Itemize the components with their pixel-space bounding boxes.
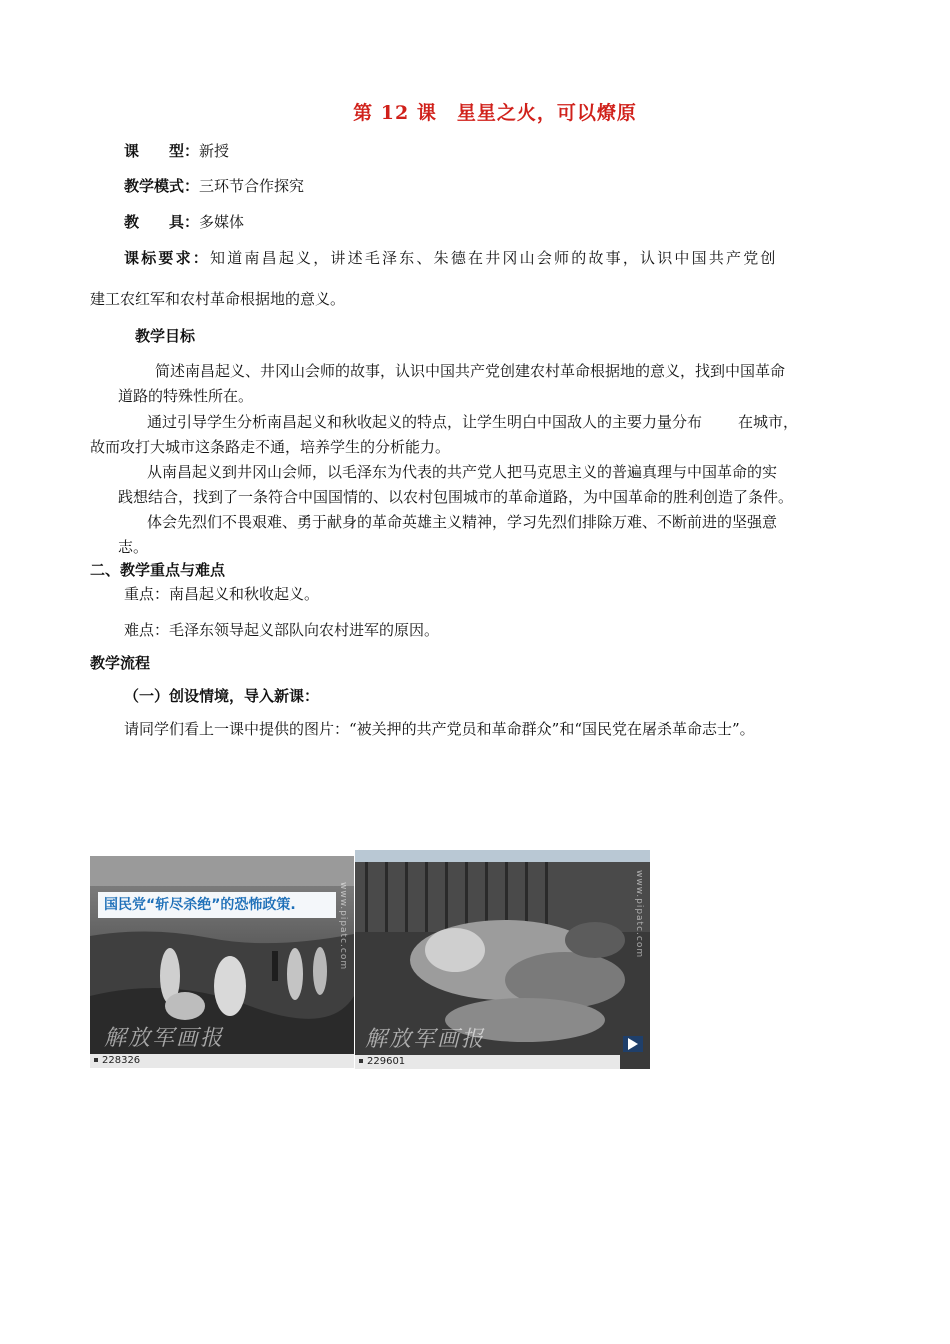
photo-2-id-bar [355,1055,620,1069]
photo-1-id-bar [90,1054,354,1068]
bullet-icon [94,1058,98,1062]
lesson-type-label: 课 型： [124,142,200,160]
goal-2-line2: 故而攻打大城市这条路走不通，培养学生的分析能力。 [90,438,451,456]
photo-1-seal: 解放军画报 [104,1026,225,1051]
lesson-type [124,140,229,161]
key-point-focus: 重点：南昌起义和秋收起义。 [124,585,320,603]
goal-2-line1-b: 在城市， [738,413,799,431]
page-title: 第 12 课 星星之火，可以燎原 [353,102,637,124]
teaching-mode-value: 三环节合作探究 [199,177,305,195]
bullet-icon [359,1059,363,1063]
curriculum-standard-line1 [124,247,778,268]
goals-heading: 教学目标 [135,327,196,345]
curriculum-standard-label: 课标要求： [124,249,211,267]
goal-4-line2: 志。 [118,538,149,556]
flow-heading: 教学流程 [90,654,151,672]
goal-2-line1-a: 通过引导学生分析南昌起义和秋收起义的特点，让学生明白中国敌人的主要力量分布 [147,413,703,431]
goal-4-line1: 体会先烈们不畏艰难、勇于献身的革命英雄主义精神，学习先烈们排除万难、不断前进的坚强意 [147,513,778,531]
goal-2-line1 [147,411,798,432]
curriculum-standard-line2: 建工农红军和农村革命根据地的意义。 [90,290,346,308]
teaching-tools-value: 多媒体 [199,213,245,231]
teaching-tools-label: 教 具： [124,213,200,231]
photo-2-watermark: www.pipatc.com [634,870,644,959]
goal-3-line1: 从南昌起义到井冈山会师，以毛泽东为代表的共产党人把马克思主义的普遍真理与中国革命的实 [147,463,778,481]
goal-1-line2: 道路的特殊性所在。 [118,387,254,405]
key-point-difficulty: 难点：毛泽东领导起义部队向农村进军的原因。 [124,621,440,639]
flow-step-1-text: 请同学们看上一课中提供的图片：“被关押的共产党员和革命群众”和“国民党在屠杀革命志士”。 [124,720,755,738]
photo-1-caption: 国民党“斩尽杀绝”的恐怖政策. [98,892,336,918]
photo-1-id: 228326 [102,1055,141,1066]
photo-1-watermark: www.pipatc.com [338,882,348,971]
photo-massacre-scene [355,850,650,1069]
photo-2-id: 229601 [367,1056,406,1067]
lesson-type-value: 新授 [199,142,230,160]
goal-1-line1: 简述南昌起义、井冈山会师的故事，认识中国共产党创建农村革命根据地的意义，找到中国革命 [155,362,786,380]
curriculum-standard-text: 知道南昌起义，讲述毛泽东、朱德在井冈山会师的故事，认识中国共产党创 [210,249,778,267]
teaching-tools [124,211,244,232]
teaching-mode-label: 教学模式： [124,177,200,195]
photo-2-seal: 解放军画报 [365,1027,486,1052]
flow-step-1: （一）创设情境，导入新课： [124,687,320,705]
photo-execution-scene [90,856,354,1068]
teaching-mode [124,175,304,196]
key-points-heading: 二、教学重点与难点 [90,561,226,579]
goal-3-line2: 践想结合，找到了一条符合中国国情的、以农村包围城市的革命道路，为中国革命的胜利创造了条件。 [118,488,794,506]
